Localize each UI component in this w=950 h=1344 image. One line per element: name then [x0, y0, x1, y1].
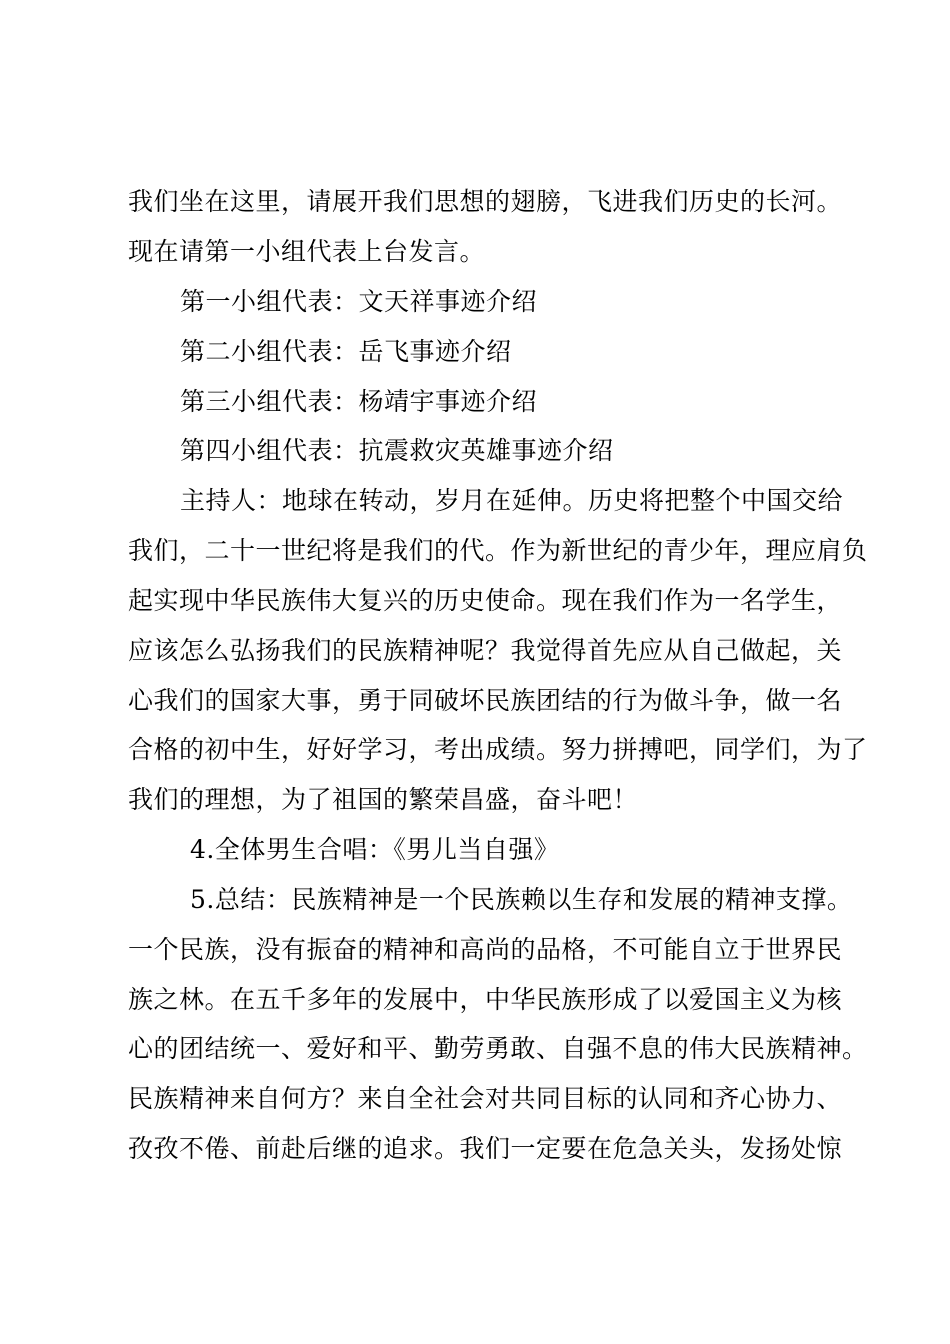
text-line: 我们坐在这里，请展开我们思想的翅膀，飞进我们历史的长河。: [128, 187, 843, 216]
text-line: 我们的理想，为了祖国的繁荣昌盛，奋斗吧！: [128, 785, 639, 814]
text-line: 民族精神来自何方？来自全社会对共同目标的认同和齐心协力、: [128, 1084, 843, 1113]
text-line: 应该怎么弘扬我们的民族精神呢？我觉得首先应从自己做起，关: [128, 636, 843, 665]
text-line: 5.总结：民族精神是一个民族赖以生存和发展的精神支撑。: [190, 885, 853, 914]
text-line: 4.全体男生合唱：《男儿当自强》: [190, 835, 560, 864]
text-line: 第一小组代表：文天祥事迹介绍: [180, 287, 538, 316]
text-line: 第四小组代表：抗震救灾英雄事迹介绍: [180, 436, 614, 465]
text-line: 第二小组代表：岳飞事迹介绍: [180, 337, 512, 366]
text-line: 第三小组代表：杨靖宇事迹介绍: [180, 387, 538, 416]
text-line: 一个民族，没有振奋的精神和高尚的品格，不可能自立于世界民: [128, 935, 843, 964]
text-line: 心我们的国家大事，勇于同破坏民族团结的行为做斗争，做一名: [128, 686, 843, 715]
text-line: 孜孜不倦、前赴后继的追求。我们一定要在危急关头，发扬处惊: [128, 1134, 843, 1163]
text-line: 心的团结统一、爱好和平、勤劳勇敢、自强不息的伟大民族精神。: [128, 1034, 868, 1063]
text-line: 主持人：地球在转动，岁月在延伸。历史将把整个中国交给: [180, 486, 844, 515]
text-line: 合格的初中生，好好学习，考出成绩。努力拼搏吧，同学们，为了: [128, 735, 868, 764]
text-line: 我们，二十一世纪将是我们的代。作为新世纪的青少年，理应肩负: [128, 536, 868, 565]
text-line: 族之林。在五千多年的发展中，中华民族形成了以爱国主义为核: [128, 985, 843, 1014]
text-line: 现在请第一小组代表上台发言。: [128, 237, 486, 266]
text-line: 起实现中华民族伟大复兴的历史使命。现在我们作为一名学生，: [128, 586, 843, 615]
